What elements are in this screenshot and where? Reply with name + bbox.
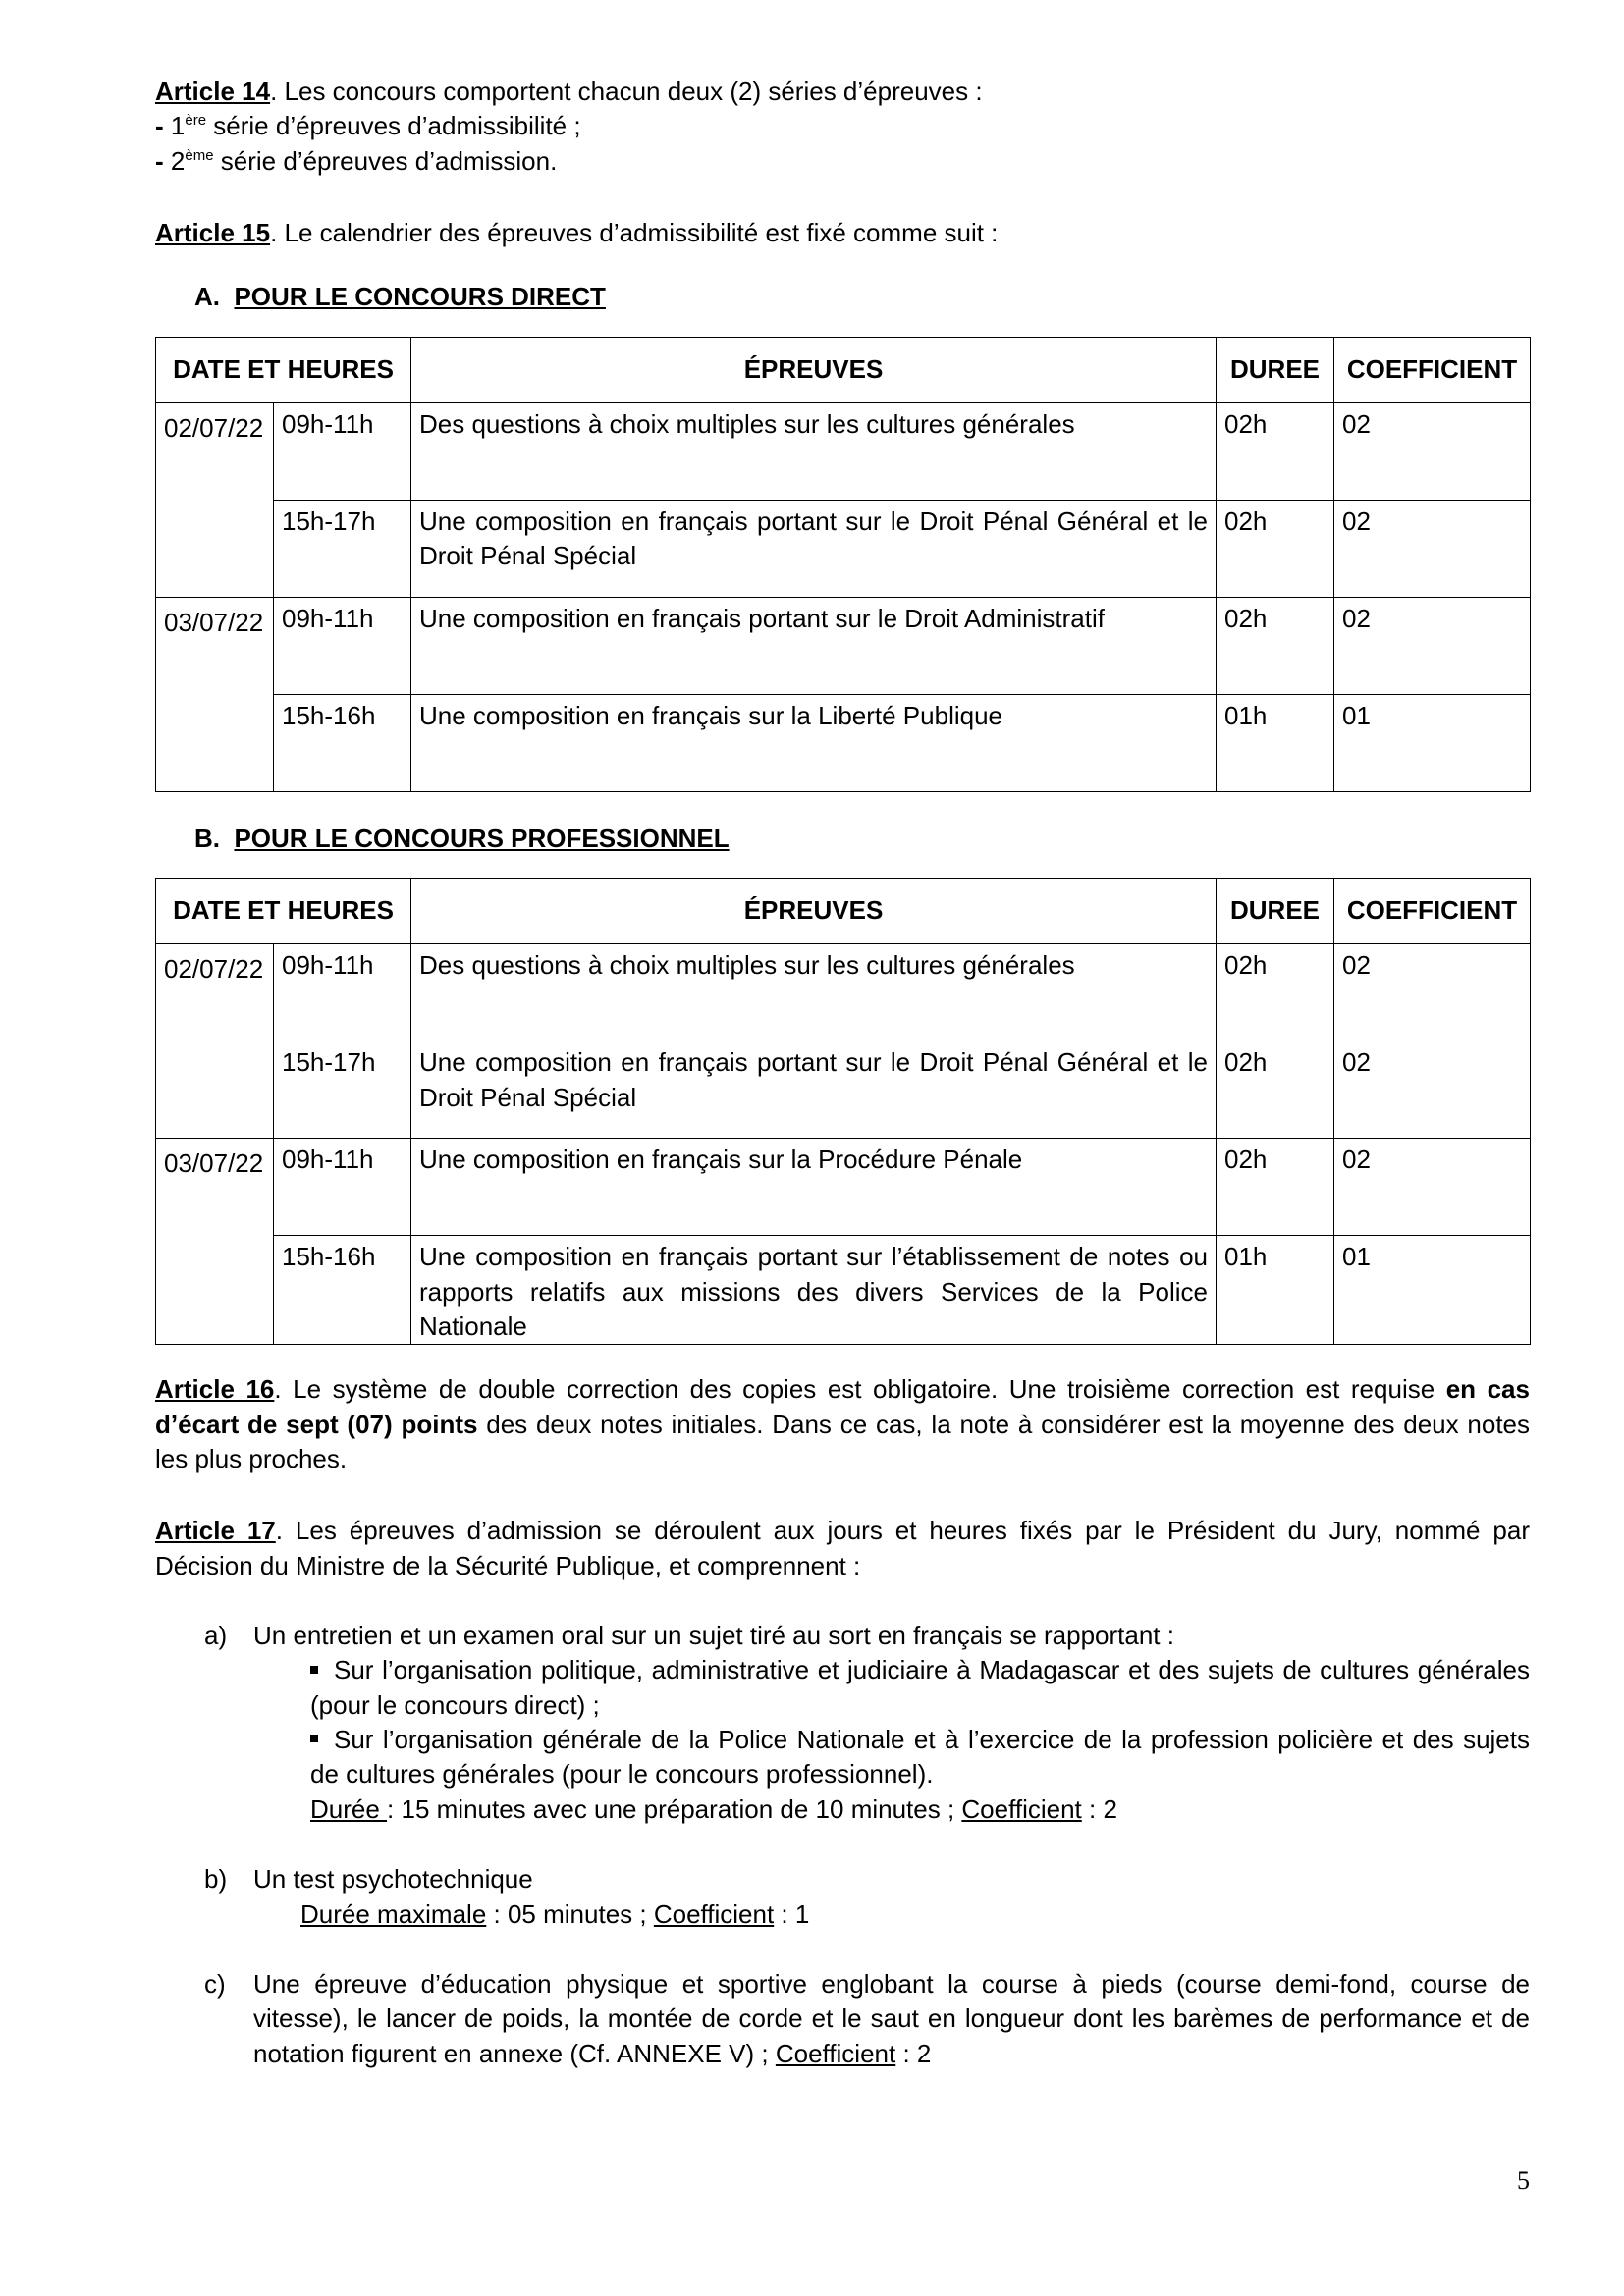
cell-epreuve: Des questions à choix multiples sur les cultures générales — [411, 944, 1217, 1041]
article-14-text: . Les concours comportent chacun deux (2) séries d’épreuves : — [270, 77, 983, 106]
cell-epreuve: Une composition en français portant sur le Droit Pénal Général et le Droit Pénal Spécial — [411, 500, 1217, 597]
header-epreuves: ÉPREUVES — [411, 879, 1217, 944]
header-duree: DUREE — [1217, 879, 1334, 944]
item-num: 2 — [170, 145, 186, 176]
coef-value: : 2 — [895, 2038, 932, 2068]
list-label: b) — [204, 1864, 228, 1895]
article-16 — [155, 1372, 1530, 1476]
cell-time: 09h-11h — [274, 402, 411, 500]
duree-label: Durée — [310, 1793, 388, 1824]
table-concours-direct — [155, 337, 1531, 792]
list-item-c — [204, 1967, 1530, 2071]
bullet-text: Sur l’organisation générale de la Police Nationale et à l’exercice de la profession policière et des sujets de cultures générales (pour le concours professionnel). — [310, 1725, 1530, 1789]
coef-label: Coefficient — [653, 1898, 775, 1929]
header-date: DATE ET HEURES — [156, 337, 411, 402]
cell-duree: 02h — [1217, 1041, 1334, 1139]
article-17-label: Article 17 — [155, 1516, 276, 1546]
article-14-item-2 — [155, 144, 1530, 179]
section-letter: A. — [194, 282, 220, 312]
article-17 — [155, 1514, 1530, 1583]
square-bullet-icon — [310, 1666, 318, 1674]
item-a-text: Un entretien et un examen oral sur un sujet tiré au sort en français se rapportant : — [253, 1621, 1174, 1651]
list-label: c) — [204, 1968, 226, 1999]
cell-date: 02/07/22 — [156, 944, 274, 1139]
header-coef: COEFFICIENT — [1334, 879, 1531, 944]
item-text: série d’épreuves d’admission. — [213, 145, 558, 176]
header-epreuves: ÉPREUVES — [411, 337, 1217, 402]
article-16-bold: en cas d’écart de sept (07) points — [155, 1374, 1530, 1439]
cell-time: 15h-16h — [274, 1236, 411, 1345]
cell-date: 02/07/22 — [156, 402, 274, 597]
cell-time: 09h-11h — [274, 597, 411, 694]
table-header-row — [156, 337, 1531, 402]
dash: - — [155, 145, 164, 176]
table-row — [156, 694, 1531, 791]
table-row — [156, 1236, 1531, 1345]
document-page — [155, 75, 1530, 2071]
item-a-bullet-2 — [310, 1723, 1530, 1792]
cell-time: 15h-17h — [274, 1041, 411, 1139]
article-16-text-end: des deux notes initiales. Dans ce cas, la note à considérer est la moyenne des deux notes les plus proches. — [155, 1409, 1531, 1473]
cell-coef: 01 — [1334, 694, 1531, 791]
list-body — [253, 1967, 1530, 2071]
cell-time: 15h-17h — [274, 500, 411, 597]
table-row — [156, 402, 1531, 500]
article-14-item-1 — [155, 109, 1530, 143]
cell-epreuve: Une composition en français sur la Procédure Pénale — [411, 1139, 1217, 1236]
cell-epreuve: Des questions à choix multiples sur les cultures générales — [411, 402, 1217, 500]
item-text: série d’épreuves d’admissibilité ; — [206, 111, 581, 141]
cell-epreuve: Une composition en français portant sur le Droit Pénal Général et le Droit Pénal Spécial — [411, 1041, 1217, 1139]
table-row — [156, 500, 1531, 597]
article-17-text: . Les épreuves d’admission se déroulent aux jours et heures fixés par le Président du Jury, nommé par Décision du Ministre de la Sécurité Publique, et comprennent : — [155, 1516, 1530, 1580]
cell-coef: 02 — [1334, 944, 1531, 1041]
superscript: ème — [185, 146, 214, 164]
cell-duree: 02h — [1217, 597, 1334, 694]
list-item-b — [204, 1862, 1530, 1932]
list-item-a — [204, 1619, 1530, 1827]
article-15 — [155, 216, 1530, 250]
cell-epreuve: Une composition en français portant sur le Droit Administratif — [411, 597, 1217, 694]
coef-value: : 2 — [1081, 1793, 1117, 1824]
section-letter: B. — [194, 823, 220, 853]
cell-duree: 01h — [1217, 694, 1334, 791]
coef-label: Coefficient — [775, 2038, 896, 2068]
table-row — [156, 1041, 1531, 1139]
table-row — [156, 1139, 1531, 1236]
list-label: a) — [204, 1621, 228, 1651]
cell-epreuve: Une composition en français sur la Liberté Publique — [411, 694, 1217, 791]
item-b-duree — [300, 1897, 1530, 1932]
header-coef: COEFFICIENT — [1334, 337, 1531, 402]
cell-date: 03/07/22 — [156, 597, 274, 791]
cell-coef: 01 — [1334, 1236, 1531, 1345]
cell-coef: 02 — [1334, 402, 1531, 500]
item-a-bullet-1 — [310, 1653, 1530, 1723]
dash: - — [155, 111, 164, 141]
cell-coef: 02 — [1334, 1139, 1531, 1236]
page-number: 5 — [1517, 2166, 1530, 2195]
cell-coef: 02 — [1334, 500, 1531, 597]
cell-duree: 02h — [1217, 500, 1334, 597]
duree-value: : 15 minutes avec une préparation de 10 minutes ; — [387, 1793, 962, 1824]
header-date: DATE ET HEURES — [156, 879, 411, 944]
item-c-text-wrap — [253, 1967, 1530, 2071]
article-14-label: Article 14 — [155, 77, 271, 106]
table-header-row — [156, 879, 1531, 944]
section-title: POUR LE CONCOURS DIRECT — [234, 282, 606, 312]
item-a-duree — [310, 1792, 1530, 1827]
cell-duree: 02h — [1217, 1139, 1334, 1236]
item-b-text: Un test psychotechnique — [253, 1864, 533, 1895]
article-14 — [155, 75, 1530, 109]
table-concours-professionnel — [155, 878, 1531, 1345]
cell-date: 03/07/22 — [156, 1139, 274, 1345]
cell-coef: 02 — [1334, 1041, 1531, 1139]
cell-time: 09h-11h — [274, 1139, 411, 1236]
cell-epreuve: Une composition en français portant sur l’établissement de notes ou rapports relatifs aux missions des divers Services de la Police Nationale — [411, 1236, 1217, 1345]
superscript: ère — [185, 112, 207, 130]
section-title: POUR LE CONCOURS PROFESSIONNEL — [234, 823, 730, 853]
section-a-heading — [194, 280, 1530, 314]
cell-duree: 02h — [1217, 944, 1334, 1041]
square-bullet-icon — [310, 1735, 318, 1742]
table-row — [156, 944, 1531, 1041]
duree-label: Durée maximale — [300, 1898, 487, 1929]
cell-duree: 02h — [1217, 402, 1334, 500]
cell-time: 09h-11h — [274, 944, 411, 1041]
cell-coef: 02 — [1334, 597, 1531, 694]
duree-value: : 05 minutes ; — [486, 1898, 654, 1929]
cell-duree: 01h — [1217, 1236, 1334, 1345]
item-num: 1 — [170, 111, 186, 141]
article-16-text: . Le système de double correction des copies est obligatoire. Une troisième correction est requise — [274, 1374, 1446, 1405]
section-b-heading — [194, 822, 1530, 856]
article-15-text: . Le calendrier des épreuves d’admissibilité est fixé comme suit : — [270, 218, 999, 248]
list-body — [253, 1862, 1530, 1932]
bullet-text: Sur l’organisation politique, administrative et judiciaire à Madagascar et des sujets de cultures générales (pour le concours direct) ; — [310, 1655, 1530, 1720]
header-duree: DUREE — [1217, 337, 1334, 402]
article-16-label: Article 16 — [155, 1374, 275, 1405]
item-c-text: Une épreuve d’éducation physique et sportive englobant la course à pieds (course demi-fond, course de vitesse), le lancer de poids, la montée de corde et le saut en longueur dont les barèmes de performance et de notation figurent en annexe (Cf. ANNEXE V) ; — [253, 1968, 1530, 2068]
coef-label: Coefficient — [961, 1793, 1082, 1824]
article-15-label: Article 15 — [155, 218, 271, 248]
cell-time: 15h-16h — [274, 694, 411, 791]
list-body — [253, 1619, 1530, 1827]
coef-value: : 1 — [774, 1898, 810, 1929]
table-row — [156, 597, 1531, 694]
